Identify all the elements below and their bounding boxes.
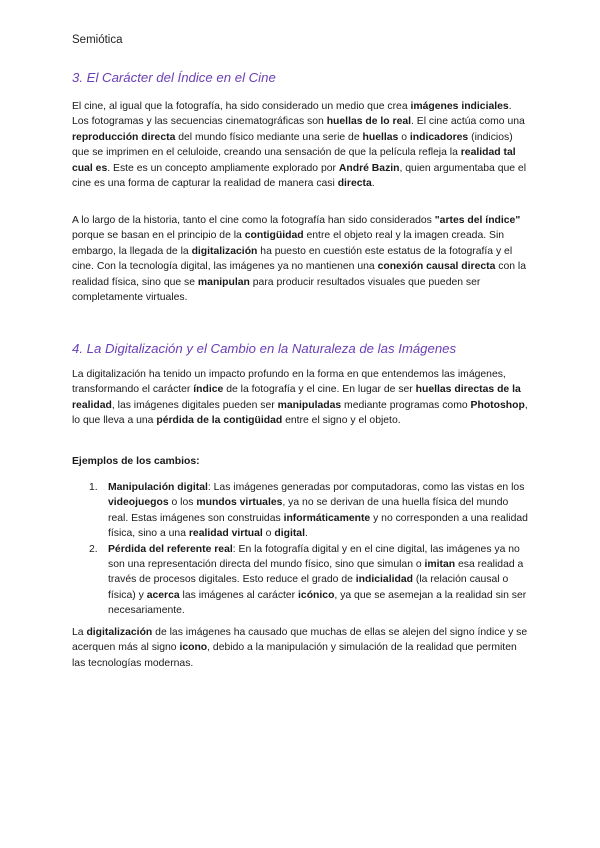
bold-term: imitan — [424, 559, 456, 571]
section-3-paragraph-1: El cine, al igual que la fotografía, ha sido considerado un medio que crea imágenes indiciales. Los fotogramas y las secuencias cinematográficas son huellas de lo real. El cine actúa como una reproducción directa del mundo físico mediante una serie de huellas o indicadores (indicios) que se imprimen en el celuloide, creando una sensación de que la película refleja la realidad tal cual es. Este es un concepto ampliamente explorado por André Bazin, quien argumentaba que el cine es una forma de capturar la realidad de manera casi directa. — [72, 101, 527, 190]
bold-term: acerca — [146, 589, 180, 601]
bold-term: huellas directas de la realidad — [72, 384, 521, 411]
list-item — [72, 542, 528, 619]
bold-term: indicialidad — [355, 574, 413, 586]
section-4-title: 4. La Digitalización y el Cambio en la Naturaleza de las Imágenes — [72, 341, 457, 356]
bold-term: informáticamente — [283, 512, 371, 524]
bold-term: indicadores — [409, 131, 469, 143]
bold-term: imágenes indiciales — [410, 101, 509, 112]
bold-term: índice — [193, 384, 224, 396]
section-4-paragraph-1: La digitalización ha tenido un impacto profundo en la forma en que entendemos las imágenes, transformando el carácter índice de la fotografía y el cine. En lugar de ser huellas directas de la realidad, las imágenes digitales pueden ser manipuladas mediante programas como Photoshop, lo que lleva a una pérdida de la contigüidad entre el signo y el objeto. — [72, 369, 528, 427]
bold-term: realidad tal cual es — [72, 147, 516, 174]
bold-term: Pérdida del referente real — [108, 543, 233, 555]
bold-term: videojuegos — [108, 497, 169, 509]
bold-term: icono — [179, 642, 208, 654]
bold-term: huellas — [362, 131, 399, 143]
list-item-number: 2. — [89, 543, 98, 555]
bold-term: Manipulación digital — [108, 482, 208, 493]
list-item-text: Manipulación digital: Las imágenes generadas por computadoras, como las vistas en los videojuegos o los mundos virtuales, ya no se derivan de una huella física del mundo real. Estas imágenes son construidas informáticamente y no corresponden a una realidad física, sino a una realidad virtual o digital. — [108, 482, 528, 540]
bold-term: André Bazin — [338, 162, 400, 174]
bold-term: digitalización — [86, 627, 153, 638]
examples-label: Ejemplos de los cambios: — [72, 456, 200, 467]
examples-list — [72, 480, 528, 619]
bold-term: huellas de lo real — [326, 116, 412, 128]
bold-term: contigüidad — [244, 230, 304, 242]
bold-term: mundos virtuales — [196, 497, 283, 509]
bold-term: manipuladas — [277, 399, 342, 411]
bold-term: conexión causal directa — [377, 261, 496, 273]
bold-term: Photoshop — [470, 399, 525, 411]
section-3-title: 3. El Carácter del Índice en el Cine — [72, 70, 276, 85]
bold-term: realidad virtual — [188, 528, 263, 540]
bold-term: reproducción directa — [72, 131, 176, 143]
bold-term: "artes del índice" — [434, 215, 521, 226]
list-item-number: 1. — [89, 482, 98, 493]
list-item-text: Pérdida del referente real: En la fotografía digital y en el cine digital, las imágenes ya no son una representación directa del mundo físico, sino que simulan o imitan esa realidad a través de procesos digitales. Esto reduce el grado de indicialidad (la relación causal o física) y acerca las imágenes al carácter icónico, ya que se asemejan a la realidad sin ser necesariamente. — [108, 543, 527, 617]
bold-term: pérdida de la contigüidad — [156, 415, 283, 427]
section-4-paragraph-2: La digitalización de las imágenes ha causado que muchas de ellas se alejen del signo índice y se acerquen más al signo icono, debido a la manipulación y simulación de la realidad que permiten las tecnologías modernas. — [72, 627, 528, 669]
bold-term: manipulan — [197, 276, 250, 288]
list-item — [72, 480, 528, 542]
page-header: Semiótica — [72, 34, 123, 46]
bold-term: digital — [274, 528, 305, 540]
section-3-paragraph-2: A lo largo de la historia, tanto el cine como la fotografía han sido considerados "artes del índice" porque se basan en el principio de la contigüidad entre el objeto real y la imagen creada. Sin embargo, la llegada de la digitalización ha puesto en cuestión este estatus de la fotografía y el cine. Con la tecnología digital, las imágenes ya no mantienen una conexión causal directa con la realidad física, sino que se manipulan para producir resultados visuales que pueden ser completamente virtuales. — [72, 215, 527, 304]
bold-term: directa — [337, 178, 372, 190]
bold-term: icónico — [298, 589, 335, 601]
bold-term: digitalización — [191, 245, 258, 257]
